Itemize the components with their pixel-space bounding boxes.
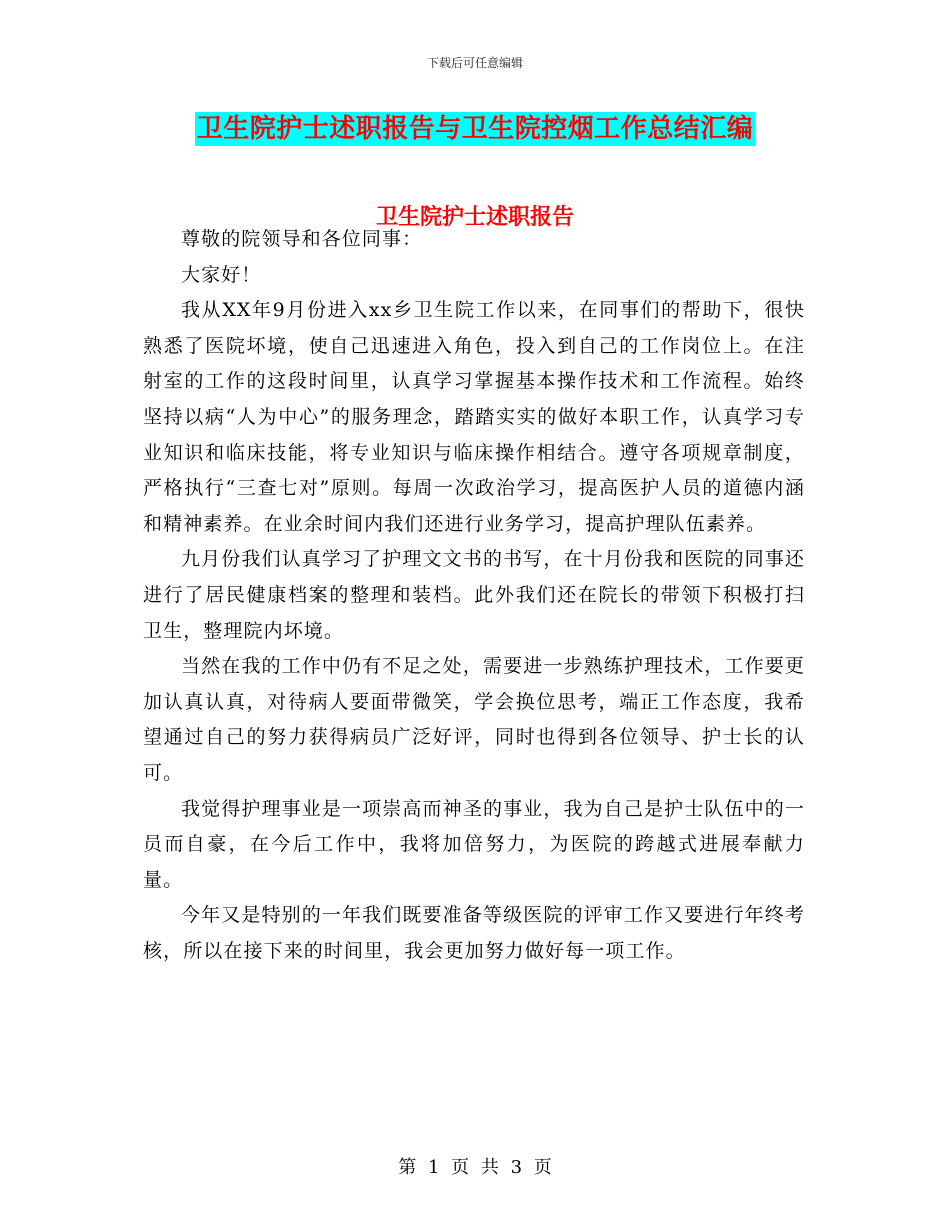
paragraph-september: 九月份我们认真学习了护理文文书的书写，在十月份我和医院的同事还进行了居民健康档案的整理和装档。此外我们还在院长的带领下积极打扫卫生，整理院内坏境。 xyxy=(143,548,805,642)
report-body xyxy=(143,222,805,969)
section-title: 卫生院护士述职报告 xyxy=(375,204,574,230)
page-number: 第 1 页 共 3 页 xyxy=(398,1157,552,1178)
page-header: 下载后可任意编辑 xyxy=(426,56,523,70)
paragraph-career: 我觉得护理事业是一项崇高而神圣的事业，我为自己是护士队伍中的一员而自豪，在今后工作中，我将加倍努力，为医院的跨越式进展奉献力量。 xyxy=(143,797,805,891)
paragraph-this-year: 今年又是特别的一年我们既要准备等级医院的评审工作又要进行年终考核，所以在接下来的时间里，我会更加努力做好每一项工作。 xyxy=(143,904,805,962)
paragraph-greeting: 大家好！ xyxy=(181,263,262,286)
paragraph-shortcomings: 当然在我的工作中仍有不足之处，需要进一步熟练护理技术，工作要更加认真认真，对待病人要面带微笑，学会换位思考，端正工作态度，我希望通过自己的努力获得病员广泛好评，同时也得到各位领导、护士长的认可。 xyxy=(143,655,805,784)
main-title: 卫生院护士述职报告与卫生院控烟工作总结汇编 xyxy=(196,114,754,144)
paragraph-salutation: 尊敬的院领导和各位同事： xyxy=(181,228,423,250)
main-title-container xyxy=(0,112,950,146)
paragraph-work-intro: 我从XX年9月份进入xx乡卫生院工作以来，在同事们的帮助下，很快熟悉了医院坏境，使自己迅速进入角色，投入到自己的工作岗位上。在注射室的工作的这段时间里，认真学习掌握基本操作技术和工作流程。始终坚持以病“人为中心”的服务理念，踏踏实实的做好本职工作，认真学习专业知识和临床技能，将专业知识与临床操作相结合。遵守各项规章制度，严格执行“三查七对”原则。每周一次政治学习，提高医护人员的道德内涵和精神素养。在业余时间内我们还进行业务学习，提高护理队伍素养。 xyxy=(143,299,805,535)
